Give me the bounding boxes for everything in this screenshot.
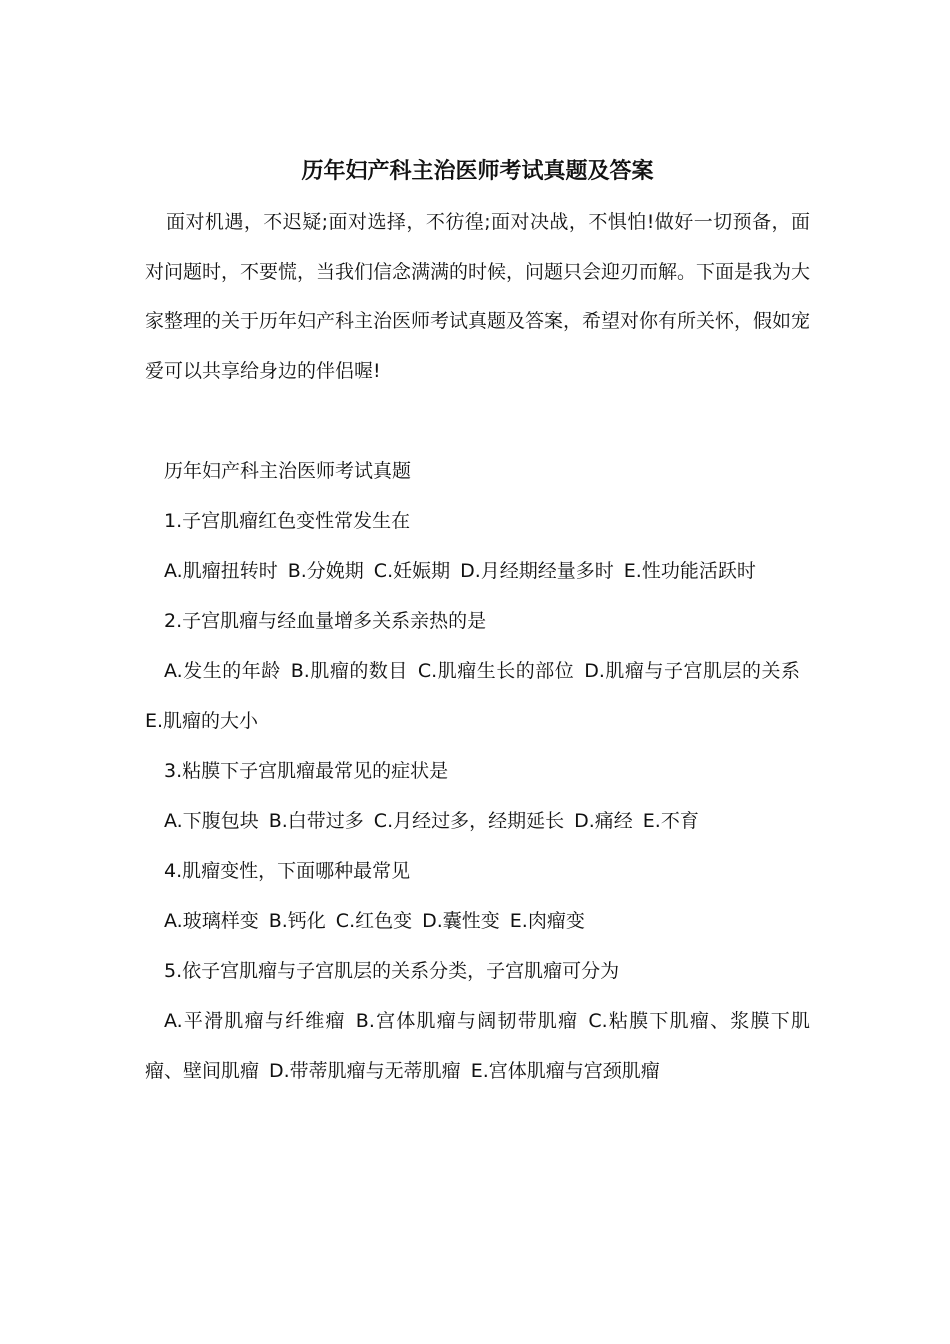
option: D.囊性变: [422, 910, 500, 932]
option: C.红色变: [335, 910, 413, 932]
option: E.肌瘤的大小: [145, 710, 259, 732]
intro-paragraph: 面对机遇，不迟疑;面对选择，不彷徨;面对决战，不惧怕!做好一切预备，面对问题时，不要慌，当我们信念满满的时候，问题只会迎刃而解。下面是我为大家整理的关于历年妇产科主治医师考试真题及答案，希望对你有所关怀，假如宠爱可以共享给身边的伴侣喔!: [145, 211, 811, 382]
question-stem: 3.粘膜下子宫肌瘤最常见的症状是: [164, 760, 449, 782]
option: C.月经过多，经期延长: [373, 810, 565, 832]
question-stem: 2.子宫肌瘤与经血量增多关系亲热的是: [164, 610, 487, 632]
question-options: [145, 996, 810, 1096]
option: B.分娩期: [287, 560, 364, 582]
question-stem: 4.肌瘤变性，下面哪种最常见: [164, 860, 411, 882]
question-4: [145, 846, 810, 946]
option: D.月经期经量多时: [460, 560, 614, 582]
option: A.肌瘤扭转时: [164, 560, 278, 582]
question-options: [145, 546, 810, 596]
section-heading: 历年妇产科主治医师考试真题: [164, 460, 412, 482]
option: C.妊娠期: [373, 560, 451, 582]
document-title: 历年妇产科主治医师考试真题及答案: [301, 159, 654, 184]
question-options: [145, 796, 810, 846]
question-3: [145, 746, 810, 846]
option: A.发生的年龄: [164, 660, 281, 682]
option: B.白带过多: [268, 810, 364, 832]
document-body: [145, 148, 810, 1096]
option: D.带蒂肌瘤与无蒂肌瘤: [269, 1060, 461, 1082]
question-1: [145, 496, 810, 596]
question-stem: 1.子宫肌瘤红色变性常发生在: [164, 510, 411, 532]
option: B.钙化: [268, 910, 326, 932]
question-options: [145, 646, 810, 746]
question-options: [145, 896, 810, 946]
question-5: [145, 946, 810, 1096]
option: E.不育: [642, 810, 699, 832]
option: B.肌瘤的数目: [290, 660, 408, 682]
option: C.粘膜下肌瘤、浆膜下肌瘤、壁间肌瘤: [145, 1010, 810, 1082]
option: E.宫体肌瘤与宫颈肌瘤: [470, 1060, 660, 1082]
option: B.宫体肌瘤与阔韧带肌瘤: [355, 1010, 579, 1032]
option: D.肌瘤与子宫肌层的关系: [584, 660, 800, 682]
option: D.痛经: [574, 810, 633, 832]
option: E.性功能活跃时: [623, 560, 756, 582]
option: C.肌瘤生长的部位: [417, 660, 575, 682]
option: A.玻璃样变: [164, 910, 259, 932]
option: A.下腹包块: [164, 810, 259, 832]
paragraph-gap: [145, 396, 810, 446]
option: E.肉瘤变: [509, 910, 585, 932]
option: A.平滑肌瘤与纤维瘤: [164, 1010, 346, 1032]
question-stem: 5.依子宫肌瘤与子宫肌层的关系分类，子宫肌瘤可分为: [164, 960, 620, 982]
question-2: [145, 596, 810, 746]
